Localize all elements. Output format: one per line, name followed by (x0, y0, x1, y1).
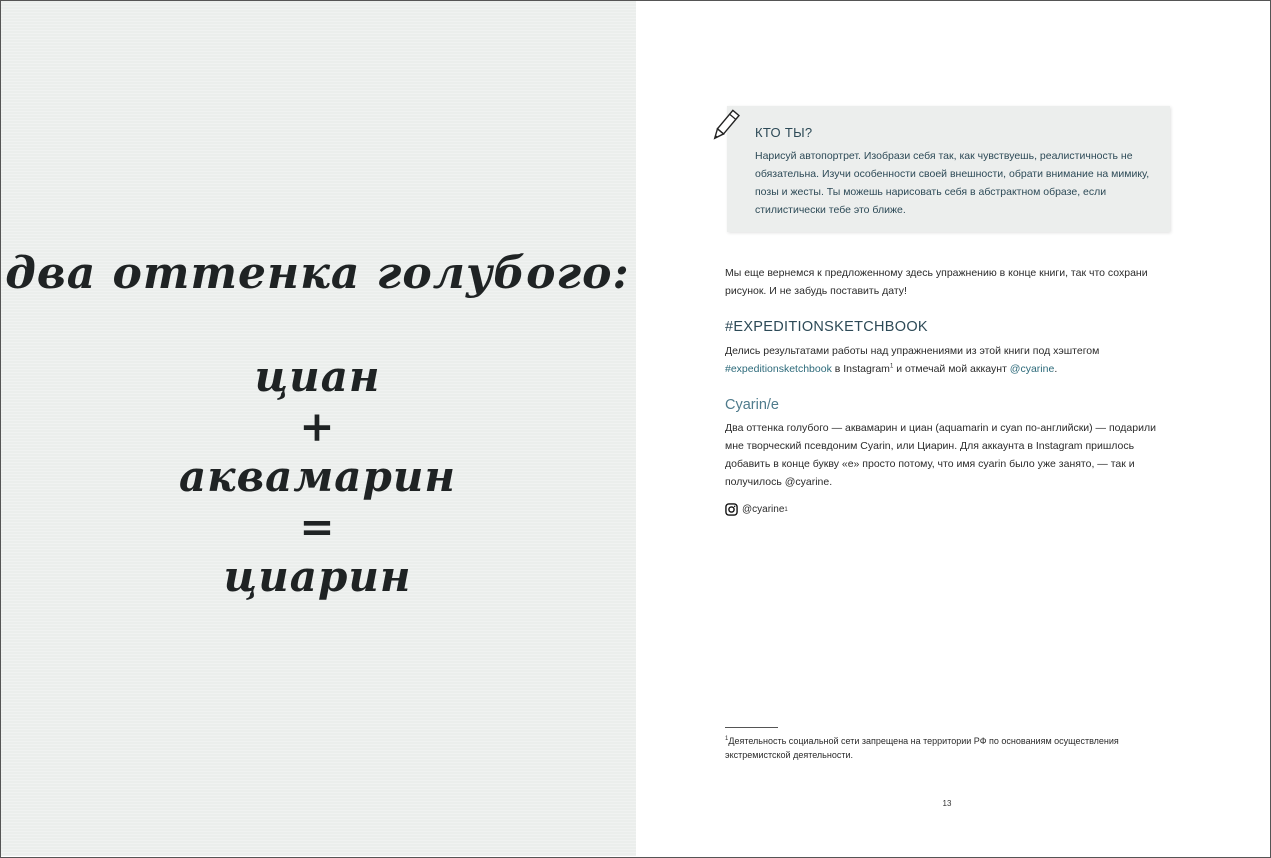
page-number: 13 (942, 799, 952, 808)
cyarin-paragraph: Два оттенка голубого — аквамарин и циан (aquamarin и cyan по-английски) — подарили мне творческий псевдоним Cyarin, или Циарин. Для аккаунта в Instagram пришлось добавить в конце букву «е» просто потому, что имя cyarin было уже занято, — так и получилось @cyarine. (725, 422, 1156, 488)
instagram-icon (725, 503, 738, 516)
intro-paragraph: Мы еще вернемся к предложенному здесь упражнению в конце книги, так что сохрани рисунок. И не забудь поставить дату! (725, 267, 1148, 297)
instagram-handle-row[interactable]: @cyarine 1 (725, 503, 788, 516)
hashtag-paragraph: Делись результатами работы над упражнениями из этой книги под хэштегом #expeditionsketchbook в Instagram$^1$ и отмечай мой аккаунт @cyarine. (725, 345, 1100, 375)
exercise-callout (727, 106, 1170, 232)
handwritten-heading: два оттенка голубого: (5, 248, 630, 299)
cyarin-heading: Cyarin/e (725, 397, 779, 413)
callout-title: КТО ТЫ? (755, 125, 813, 140)
instagram-handle: @cyarine (742, 504, 785, 515)
hashtag-heading: #EXPEDITIONSKETCHBOOK (725, 319, 928, 335)
pencil-icon (707, 108, 743, 144)
equation-equals: = (299, 502, 336, 551)
equation-plus: + (299, 402, 336, 451)
account-link[interactable]: @cyarine (1009, 363, 1055, 375)
equation-term-cyan: циан (254, 352, 381, 401)
footnote: $^1$Деятельность социальной сети запрещена на территории РФ по основаниям осуществления экстремистской деятельности. (725, 736, 1119, 760)
callout-text: Нарисуй автопортрет. Изобрази себя так, как чувствуешь, реалистичность не обязательна. Изучи особенности своей внешности, обрати внимание на мимику, позы и жесты. Ты можешь нарисовать себя в абстрактном образе, если стилистически тебе это ближе. (755, 150, 1150, 216)
footnote-divider (725, 727, 778, 728)
equation-result: циарин (223, 552, 412, 601)
equation-term-aquamarine: аквамарин (178, 452, 457, 501)
hashtag-link[interactable]: #expeditionsketchbook (725, 363, 832, 375)
